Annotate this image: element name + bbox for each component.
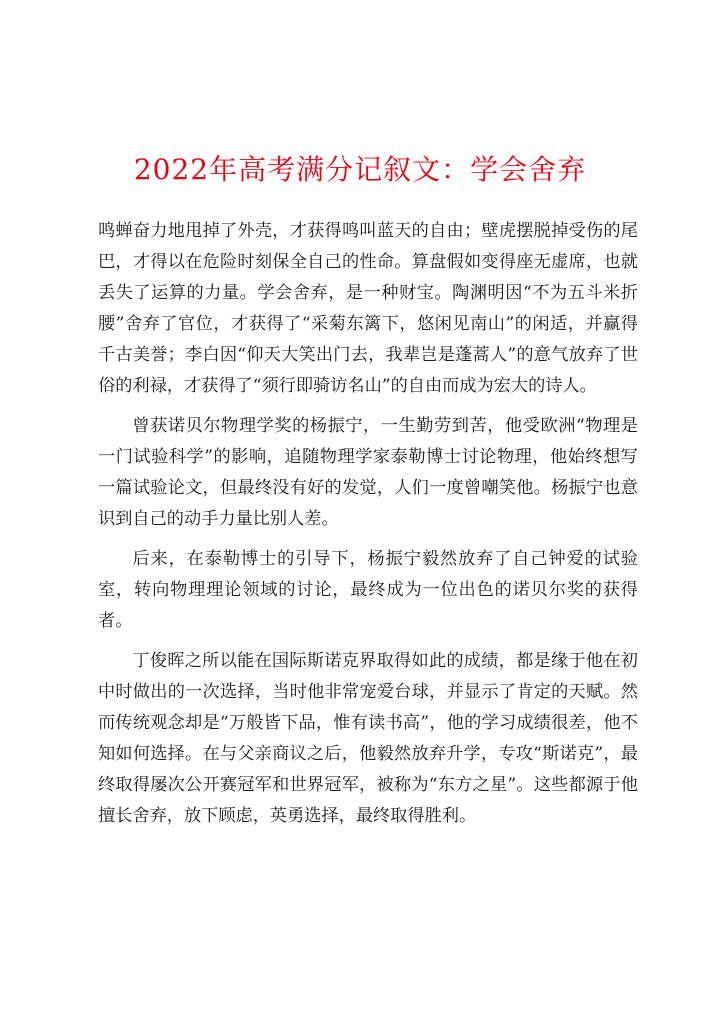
page-title: 2022年高考满分记叙文：学会舍弃 [133, 153, 587, 186]
article-body [98, 216, 638, 841]
paragraph-2: 曾获诺贝尔物理学奖的杨振宁，一生勤劳到苦，他受欧洲“物理是一门试验科学”的影响，追随物理学家泰勒博士讨论物理，他始终想写一篇试验论文，但最终没有好的发觉，人们一度曾嘲笑他。杨振宁也意识到自己的动手力量比别人差。 [98, 416, 638, 529]
paragraph-4: 丁俊晖之所以能在国际斯诺克界取得如此的成绩，都是缘于他在初中时做出的一次选择，当时他非常宠爱台球，并显示了肯定的天赋。然而传统观念却是“万般皆下品，惟有读书高”，他的学习成绩很差，他不知如何选择。在与父亲商议之后，他毅然放弃升学，专攻“斯诺克”，最终取得屡次公开赛冠军和世界冠军，被称为“东方之星”。这些都源于他擅长舍弃，放下顾虑，英勇选择，最终取得胜利。 [98, 651, 638, 826]
paragraph-1: 鸣蝉奋力地甩掉了外壳，才获得鸣叫蓝天的自由；壁虎摆脱掉受伤的尾巴，才得以在危险时刻保全自己的性命。算盘假如变得座无虚席，也就丢失了运算的力量。学会舍弃，是一种财宝。陶渊明因“不为五斗米折腰”舍弃了官位，才获得了“采菊东篱下，悠闲见南山”的闲适，并赢得千古美誉；李白因“仰天大笑出门去，我辈岂是蓬蒿人”的意气放弃了世俗的利禄，才获得了“须行即骑访名山”的自由而成为宏大的诗人。 [98, 221, 638, 396]
paragraph-3: 后来，在泰勒博士的引导下，杨振宁毅然放弃了自己钟爱的试验室，转向物理理论领域的讨论，最终成为一位出色的诺贝尔奖的获得者。 [98, 549, 638, 631]
